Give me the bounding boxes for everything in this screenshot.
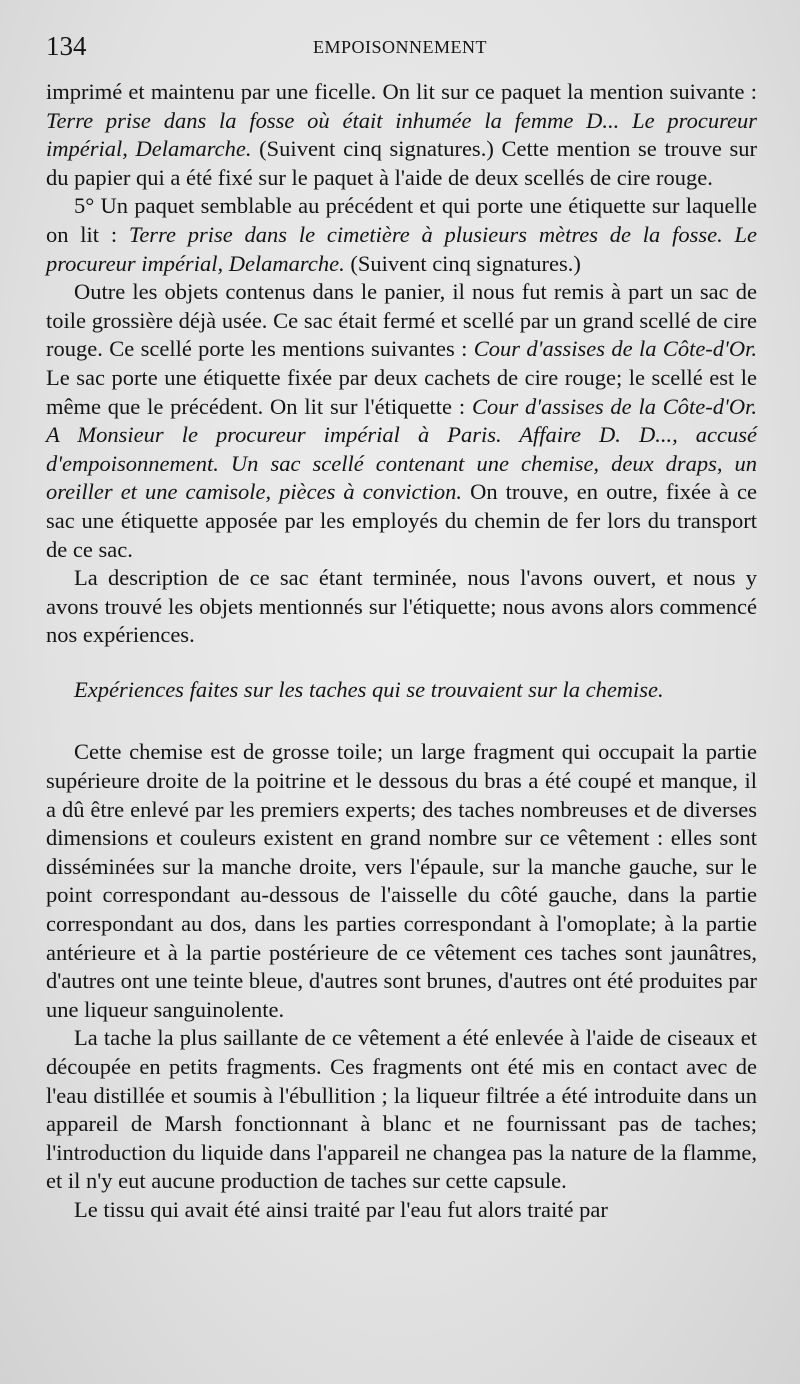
paragraph-4: La description de ce sac étant terminée, nous l'avons ouvert, et nous y avons trouvé les objets mentionnés sur l'étiquette; nous avons alors commencé nos expériences. bbox=[46, 565, 757, 648]
italic-text-run: Terre prise dans le cimetière à plusieurs mètres de la fosse. Le procureur impérial, Delamarche. bbox=[46, 221, 758, 276]
text-run: Le sac porte une étiquette fixée par deux cachets de cire rouge; le scellé est le même que le précédent. On lit sur l'étiquette : bbox=[46, 364, 757, 419]
text-run: 5° Un paquet semblable au précédent et qui porte une étiquette sur laquelle on lit : bbox=[46, 193, 757, 247]
page-number: 134 bbox=[46, 31, 87, 61]
text-run: Outre les objets contenus dans le panier, il nous fut remis à part un sac de toile grossière déjà usée. Ce sac était fermé et scellé par un grand scellé de cire rouge. Ce scellé porte les mentions suivantes : bbox=[46, 279, 757, 362]
paragraph-6: La tache la plus saillante de ce vêtement a été enlevée à l'aide de ciseaux et découpée en petits fragments. Ces fragments ont été mis en contact avec de l'eau distillée et soumis à l'ébullition ; la liqueur filtrée a été introduite dans un appareil de Marsh fonctionnant à blanc et ne fournissant pas de taches; l'introduction du liquide dans l'appareil ne changea pas la nature de la flamme, et il n'y eut aucune production de taches sur cette capsule. bbox=[46, 1025, 757, 1194]
text-run: (Suivent cinq signatures.) bbox=[344, 250, 581, 276]
paragraph-7: Le tissu qui avait été ainsi traité par l'eau fut alors traité par bbox=[74, 1196, 608, 1222]
text-run: On trouve, en outre, fixée à ce sac une étiquette apposée par les employés du chemin de fer lors du transport de ce sac. bbox=[46, 479, 757, 562]
section-heading: Expériences faites sur les taches qui se trouvaient sur la chemise. bbox=[74, 676, 664, 702]
text-run: (Suivent cinq signatures.) Cette mention se trouve sur du papier qui a été fixé sur le paquet à l'aide de deux scellés de cire rouge. bbox=[46, 136, 758, 190]
paragraph-3 bbox=[46, 278, 757, 564]
italic-text-run: Cour d'assises de la Côte-d'Or. A Monsieur le procureur impérial à Paris. Affaire D. D..., accusé d'empoisonnement. Un sac scellé contenant une chemise, deux draps, un oreiller et une camisole, pièces à conviction. bbox=[46, 393, 757, 505]
italic-text-run: Cour d'assises de la Côte-d'Or. bbox=[473, 336, 757, 362]
paragraph-1 bbox=[46, 78, 757, 192]
paragraph-5: Cette chemise est de grosse toile; un large fragment qui occupait la partie supérieure droite de la poitrine et le dessous du bras a été coupé et manque, il a dû être enlevé par les premiers experts; des taches nombreuses et de diverses dimensions et couleurs existent en grand nombre sur ce vêtement : elles sont disséminées sur la manche droite, vers l'épaule, sur la manche gauche, sur le point correspondant au-dessous de l'aisselle du côté gauche, dans la partie correspondant au dos, dans les parties correspondant à l'omoplate; à la partie antérieure et à la partie postérieure de ce vêtement ces taches sont jaunâtres, d'autres ont une teinte bleue, d'autres sont brunes, d'autres ont été produites par une liqueur sanguinolente. bbox=[46, 739, 757, 1022]
text-run: imprimé et maintenu par une ficelle. On lit sur ce paquet la mention suivante : bbox=[46, 79, 757, 104]
italic-text-run: Terre prise dans la fosse où était inhumée la femme D... Le procureur impérial, Delamarche. bbox=[46, 107, 757, 162]
paragraph-2 bbox=[46, 192, 757, 278]
body-text bbox=[46, 78, 757, 1225]
running-title: EMPOISONNEMENT bbox=[312, 37, 487, 57]
